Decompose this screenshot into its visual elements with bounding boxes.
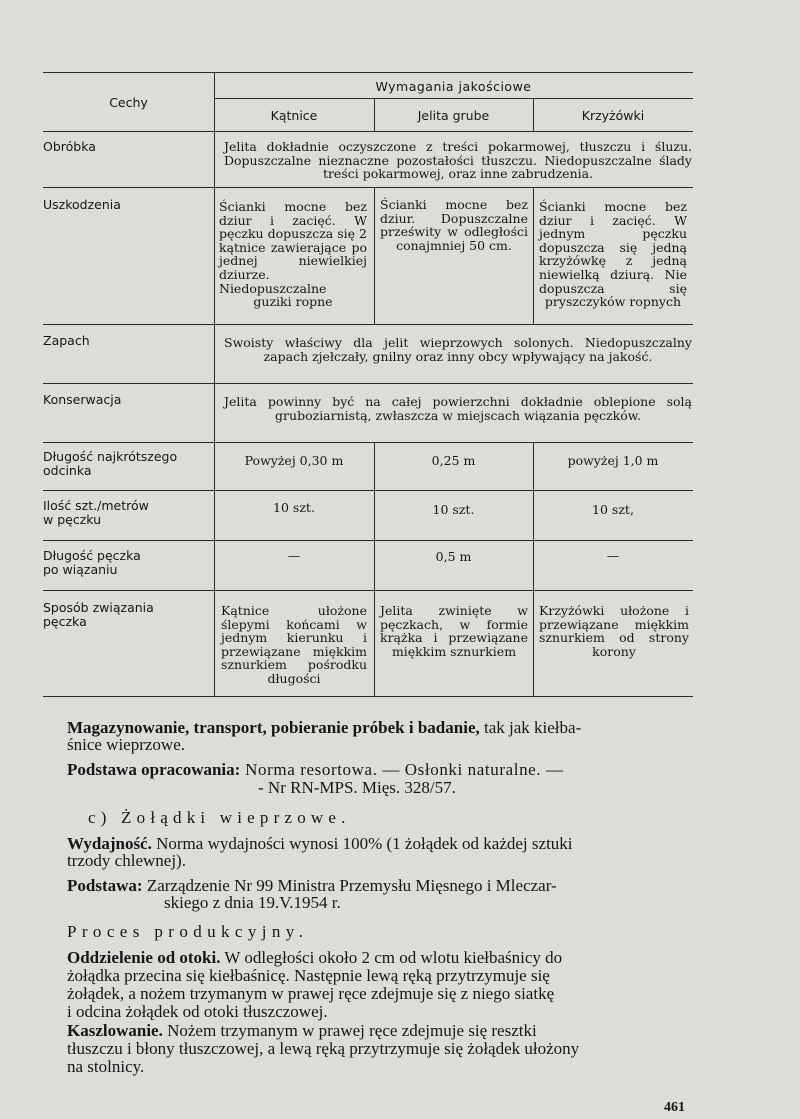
column-divider [533, 442, 534, 696]
row-label: Długość pęczka po wiązaniu [43, 548, 141, 577]
header-features: Cechy [109, 95, 148, 110]
row-text: Jelita dokładnie oczyszczone z treści pokarmowej, tłuszczu i śluzu. Dopuszczalne nieznaczne pozostałości tłuszczu. Niedopuszczalne ślady treści pokarmowej, oraz inne zabrudzenia. [224, 139, 692, 182]
column-divider [374, 187, 375, 324]
row-rule [43, 442, 693, 443]
header-col-jelita: Jelita grube [417, 108, 490, 123]
paragraph-storage: Magazynowanie, transport, pobieranie próbek i badanie, tak jak kiełba- [67, 718, 582, 737]
paragraph-defatting: Kaszlowanie. Nożem trzymanym w prawej ręce zdejmuje się resztki [67, 1021, 537, 1040]
cell-krzyzowki: Ścianki mocne bez dziur i zacięć. W jednym pęczku dopuszcza się jedną krzyżówkę z jedną niewielką dziurą. Nie dopuszcza się pryszczyków ropnych [539, 199, 687, 310]
row-label: Obróbka [43, 139, 96, 154]
column-divider [533, 187, 534, 324]
paragraph-separation-line: i odcina żołądek od otoki tłuszczowej. [67, 1002, 328, 1021]
row-rule [43, 324, 693, 325]
row-rule [43, 187, 693, 188]
page-number: 461 [664, 1100, 685, 1115]
cell-katnice: Kątnice ułożone ślepymi końcami w jednym kierunku i przewiązane miękkim sznurkiem pośrodku długości [221, 603, 367, 686]
cell-jelita: 0,25 m [431, 453, 476, 468]
section-heading-process: Proces produkcyjny. [67, 922, 309, 941]
header-requirements: Wymagania jakościowe [375, 79, 532, 94]
row-rule [43, 590, 693, 591]
cell-krzyzowki: powyżej 1,0 m [567, 453, 659, 468]
table-top-rule [43, 72, 693, 73]
row-label: Uszkodzenia [43, 197, 121, 212]
paragraph-yield: Wydajność. Norma wydajności wynosi 100% (1 żołądek od każdej sztuki [67, 834, 573, 853]
paragraph-base: Podstawa: Zarządzenie Nr 99 Ministra Przemysłu Mięsnego i Mleczar- [67, 876, 557, 895]
cell-jelita: 10 szt. [432, 502, 475, 517]
paragraph-yield-cont: trzody chlewnej). [67, 851, 186, 870]
paragraph-basis-cont: - Nr RN-MPS. Mięs. 328/57. [258, 778, 456, 797]
paragraph-basis: Podstawa opracowania: Norma resortowa. — Osłonki naturalne. — [67, 760, 564, 779]
cell-krzyzowki: — [606, 548, 620, 563]
header-subrule [214, 98, 693, 99]
column-divider [374, 442, 375, 696]
cell-jelita: Jelita zwinięte w pęczkach, w formie krążka i przewiązane miękkim sznurkiem [380, 603, 528, 659]
row-text: Swoisty właściwy dla jelit wieprzowych solonych. Niedopuszczalny zapach zjełczały, gnilny oraz inny obcy wpływający na jakość. [224, 335, 692, 364]
cell-katnice: — [287, 548, 301, 563]
row-label: Długość najkrótszego odcinka [43, 449, 178, 478]
row-label: Sposób związania pęczka [43, 600, 154, 629]
row-label: Konserwacja [43, 392, 122, 407]
cell-jelita: 0,5 m [435, 549, 472, 564]
cell-katnice: Powyżej 0,30 m [244, 453, 344, 468]
row-label: Zapach [43, 333, 90, 348]
paragraph-separation-line: żołądka przecina się kiełbaśnicę. Następnie lewą ręką przytrzymuje się [67, 966, 550, 985]
table-bottom-rule [43, 696, 693, 697]
paragraph-separation-line: żołądek, a nożem trzymanym w prawej ręce zdejmuje się z niego siatkę [67, 984, 555, 1003]
cell-katnice: Ścianki mocne bez dziur i zacięć. W pęczku dopuszcza się 2 kątnice zawierające po jednej niewielkiej dziurze. Niedopuszczalne guziki ropne [219, 199, 367, 310]
cell-krzyzowki: Krzyżówki ułożone i przewiązane miękkim sznurkiem od strony korony [539, 603, 689, 659]
header-col-katnice: Kątnice [270, 108, 318, 123]
row-rule [43, 490, 693, 491]
paragraph-defatting-line: na stolnicy. [67, 1057, 145, 1076]
cell-krzyzowki: 10 szt, [592, 502, 634, 517]
row-label: Ilość szt./metrów w pęczku [43, 498, 149, 527]
row-rule [43, 540, 693, 541]
paragraph-defatting-line: tłuszczu i błony tłuszczowej, a lewą ręką przytrzymuje się żołądek ułożony [67, 1039, 580, 1058]
paragraph-base-cont: skiego z dnia 19.V.1954 r. [164, 893, 341, 912]
column-divider [214, 72, 215, 696]
cell-katnice: 10 szt. [273, 500, 315, 515]
paragraph-storage-cont: śnice wieprzowe. [67, 735, 186, 754]
row-rule [43, 383, 693, 384]
section-heading-c: c) Żołądki wieprzowe. [88, 808, 351, 827]
header-col-krzyzowki: Krzyżówki [581, 108, 645, 123]
row-text: Jelita powinny być na całej powierzchni dokładnie oblepione solą gruboziarnistą, zwłaszcza w miejscach wiązania pęczków. [224, 394, 692, 423]
paragraph-separation: Oddzielenie od otoki. W odległości około 2 cm od wlotu kiełbaśnicy do [67, 948, 563, 967]
header-bottom-rule [43, 131, 693, 132]
cell-jelita: Ścianki mocne bez dziur. Dopuszczalne prześwity w odległości conajmniej 50 cm. [380, 197, 528, 253]
